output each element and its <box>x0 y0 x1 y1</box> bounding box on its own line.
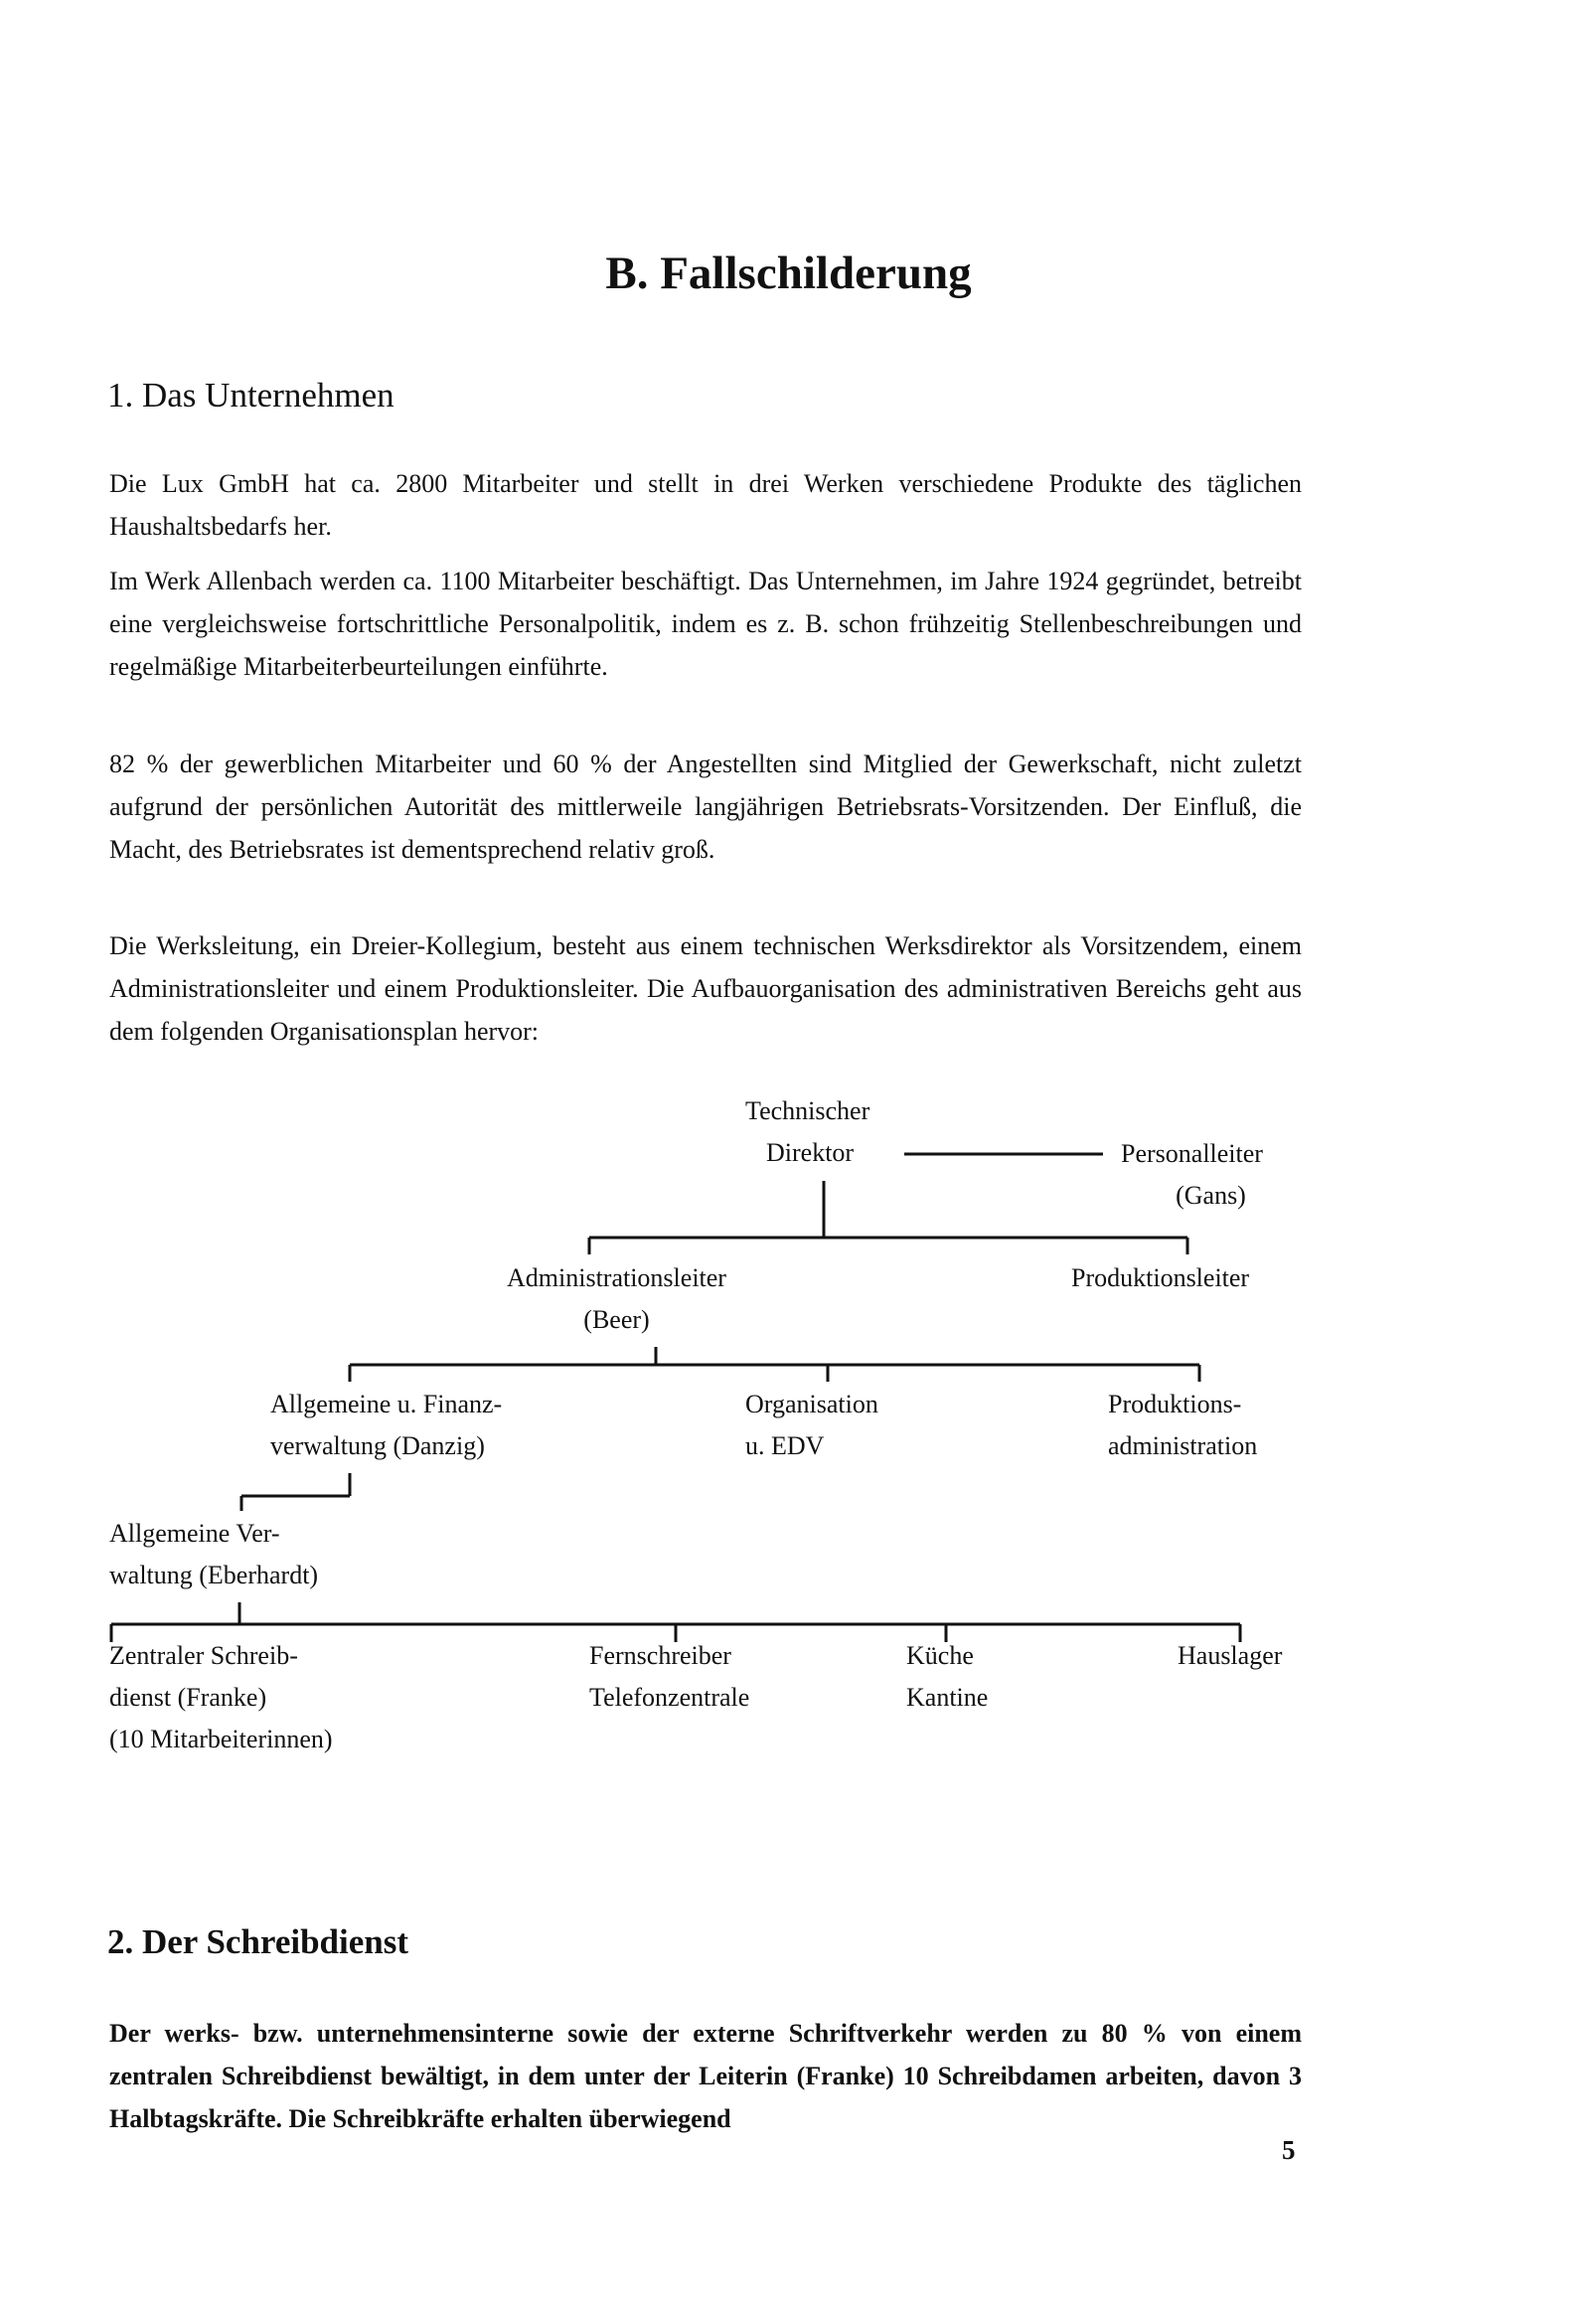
org-personalleiter-line2: (Gans) <box>1176 1181 1246 1210</box>
org-produktionsadministration-line2: administration <box>1108 1431 1258 1460</box>
org-produktionsleiter-line1: Produktionsleiter <box>1071 1263 1250 1292</box>
paragraph-1: Die Lux GmbH hat ca. 2800 Mitarbeiter und stellt in drei Werken verschiedene Produkte des täglichen Haushaltsbedarfs her. <box>109 469 1302 541</box>
org-allgemeine-finanzverwaltung <box>270 1384 502 1467</box>
org-administrationsleiter-line1: Administrationsleiter <box>507 1263 726 1292</box>
org-zentraler-schreibdienst-line3: (10 Mitarbeiterinnen) <box>109 1725 333 1753</box>
paragraph-2: Im Werk Allenbach werden ca. 1100 Mitarbeiter beschäftigt. Das Unternehmen, im Jahre 1924 gegründet, betreibt eine vergleichsweise fortschrittliche Personalpolitik, indem es z. B. schon frühzeitig Stellenbeschreibungen und regelmäßige Mitarbeiterbeurteilungen einführte. <box>109 567 1302 681</box>
page-number: 5 <box>1282 2135 1296 2165</box>
org-allgemeine-finanzverwaltung-line2: verwaltung (Danzig) <box>270 1431 485 1460</box>
org-personalleiter <box>1121 1133 1263 1217</box>
section-heading-schreibdienst: 2. Der Schreibdienst <box>107 1922 409 1961</box>
org-technischer-direktor <box>745 1090 869 1174</box>
org-produktionsadministration-line1: Produktions- <box>1108 1390 1242 1418</box>
org-fernschreiber <box>589 1635 749 1719</box>
org-zentraler-schreibdienst-line2: dienst (Franke) <box>109 1683 267 1712</box>
org-zentraler-schreibdienst-line1: Zentraler Schreib- <box>109 1641 298 1670</box>
org-zentraler-schreibdienst <box>109 1635 333 1760</box>
org-allgemeine-verwaltung <box>109 1513 318 1596</box>
org-allgemeine-verwaltung-line1: Allgemeine Ver- <box>109 1519 280 1548</box>
org-organisation-edv-line1: Organisation <box>745 1390 878 1418</box>
org-technischer-direktor-line2: Direktor <box>766 1138 855 1167</box>
org-kueche-line2: Kantine <box>906 1683 989 1712</box>
section-heading-unternehmen: 1. Das Unternehmen <box>107 376 394 415</box>
page-title: B. Fallschilderung <box>605 248 972 299</box>
org-administrationsleiter-line2: (Beer) <box>583 1305 650 1334</box>
org-organisation-edv <box>745 1384 878 1467</box>
paragraph-schreibdienst: Der werks- bzw. unternehmensinterne sowie der externe Schriftverkehr werden zu 80 % von einem zentralen Schreibdienst bewältigt, in dem unter der Leiterin (Franke) 10 Schreibdamen arbeiten, davon 3 Halbtagskräfte. Die Schreibkräfte erhalten überwiegend <box>109 2019 1302 2133</box>
org-kueche <box>906 1635 988 1719</box>
org-fernschreiber-line2: Telefonzentrale <box>589 1683 750 1712</box>
org-hauslager <box>1178 1635 1282 1677</box>
org-produktionsleiter <box>1071 1257 1249 1299</box>
org-administrationsleiter <box>507 1257 726 1341</box>
org-produktionsadministration <box>1108 1384 1257 1467</box>
org-technischer-direktor-line1: Technischer <box>745 1096 870 1125</box>
org-organisation-edv-line2: u. EDV <box>745 1431 825 1460</box>
org-personalleiter-line1: Personalleiter <box>1121 1139 1263 1168</box>
org-allgemeine-finanzverwaltung-line1: Allgemeine u. Finanz- <box>270 1390 503 1418</box>
paragraph-3: 82 % der gewerblichen Mitarbeiter und 60 % der Angestellten sind Mitglied der Gewerkschaft, nicht zuletzt aufgrund der persönlichen Autorität des mittlerweile langjährigen Betriebsrats-Vorsitzenden. Der Einfluß, die Macht, des Betriebsrates ist dementsprechend relativ groß. <box>109 749 1302 864</box>
org-fernschreiber-line1: Fernschreiber <box>589 1641 731 1670</box>
paragraph-4: Die Werksleitung, ein Dreier-Kollegium, besteht aus einem technischen Werksdirektor als Vorsitzendem, einem Administrationsleiter und einem Produktionsleiter. Die Aufbauorganisation des administrativen Bereichs geht aus dem folgenden Organisationsplan hervor: <box>109 931 1302 1046</box>
org-hauslager-line1: Hauslager <box>1178 1641 1283 1670</box>
org-allgemeine-verwaltung-line2: waltung (Eberhardt) <box>109 1561 319 1589</box>
org-kueche-line1: Küche <box>906 1641 974 1670</box>
